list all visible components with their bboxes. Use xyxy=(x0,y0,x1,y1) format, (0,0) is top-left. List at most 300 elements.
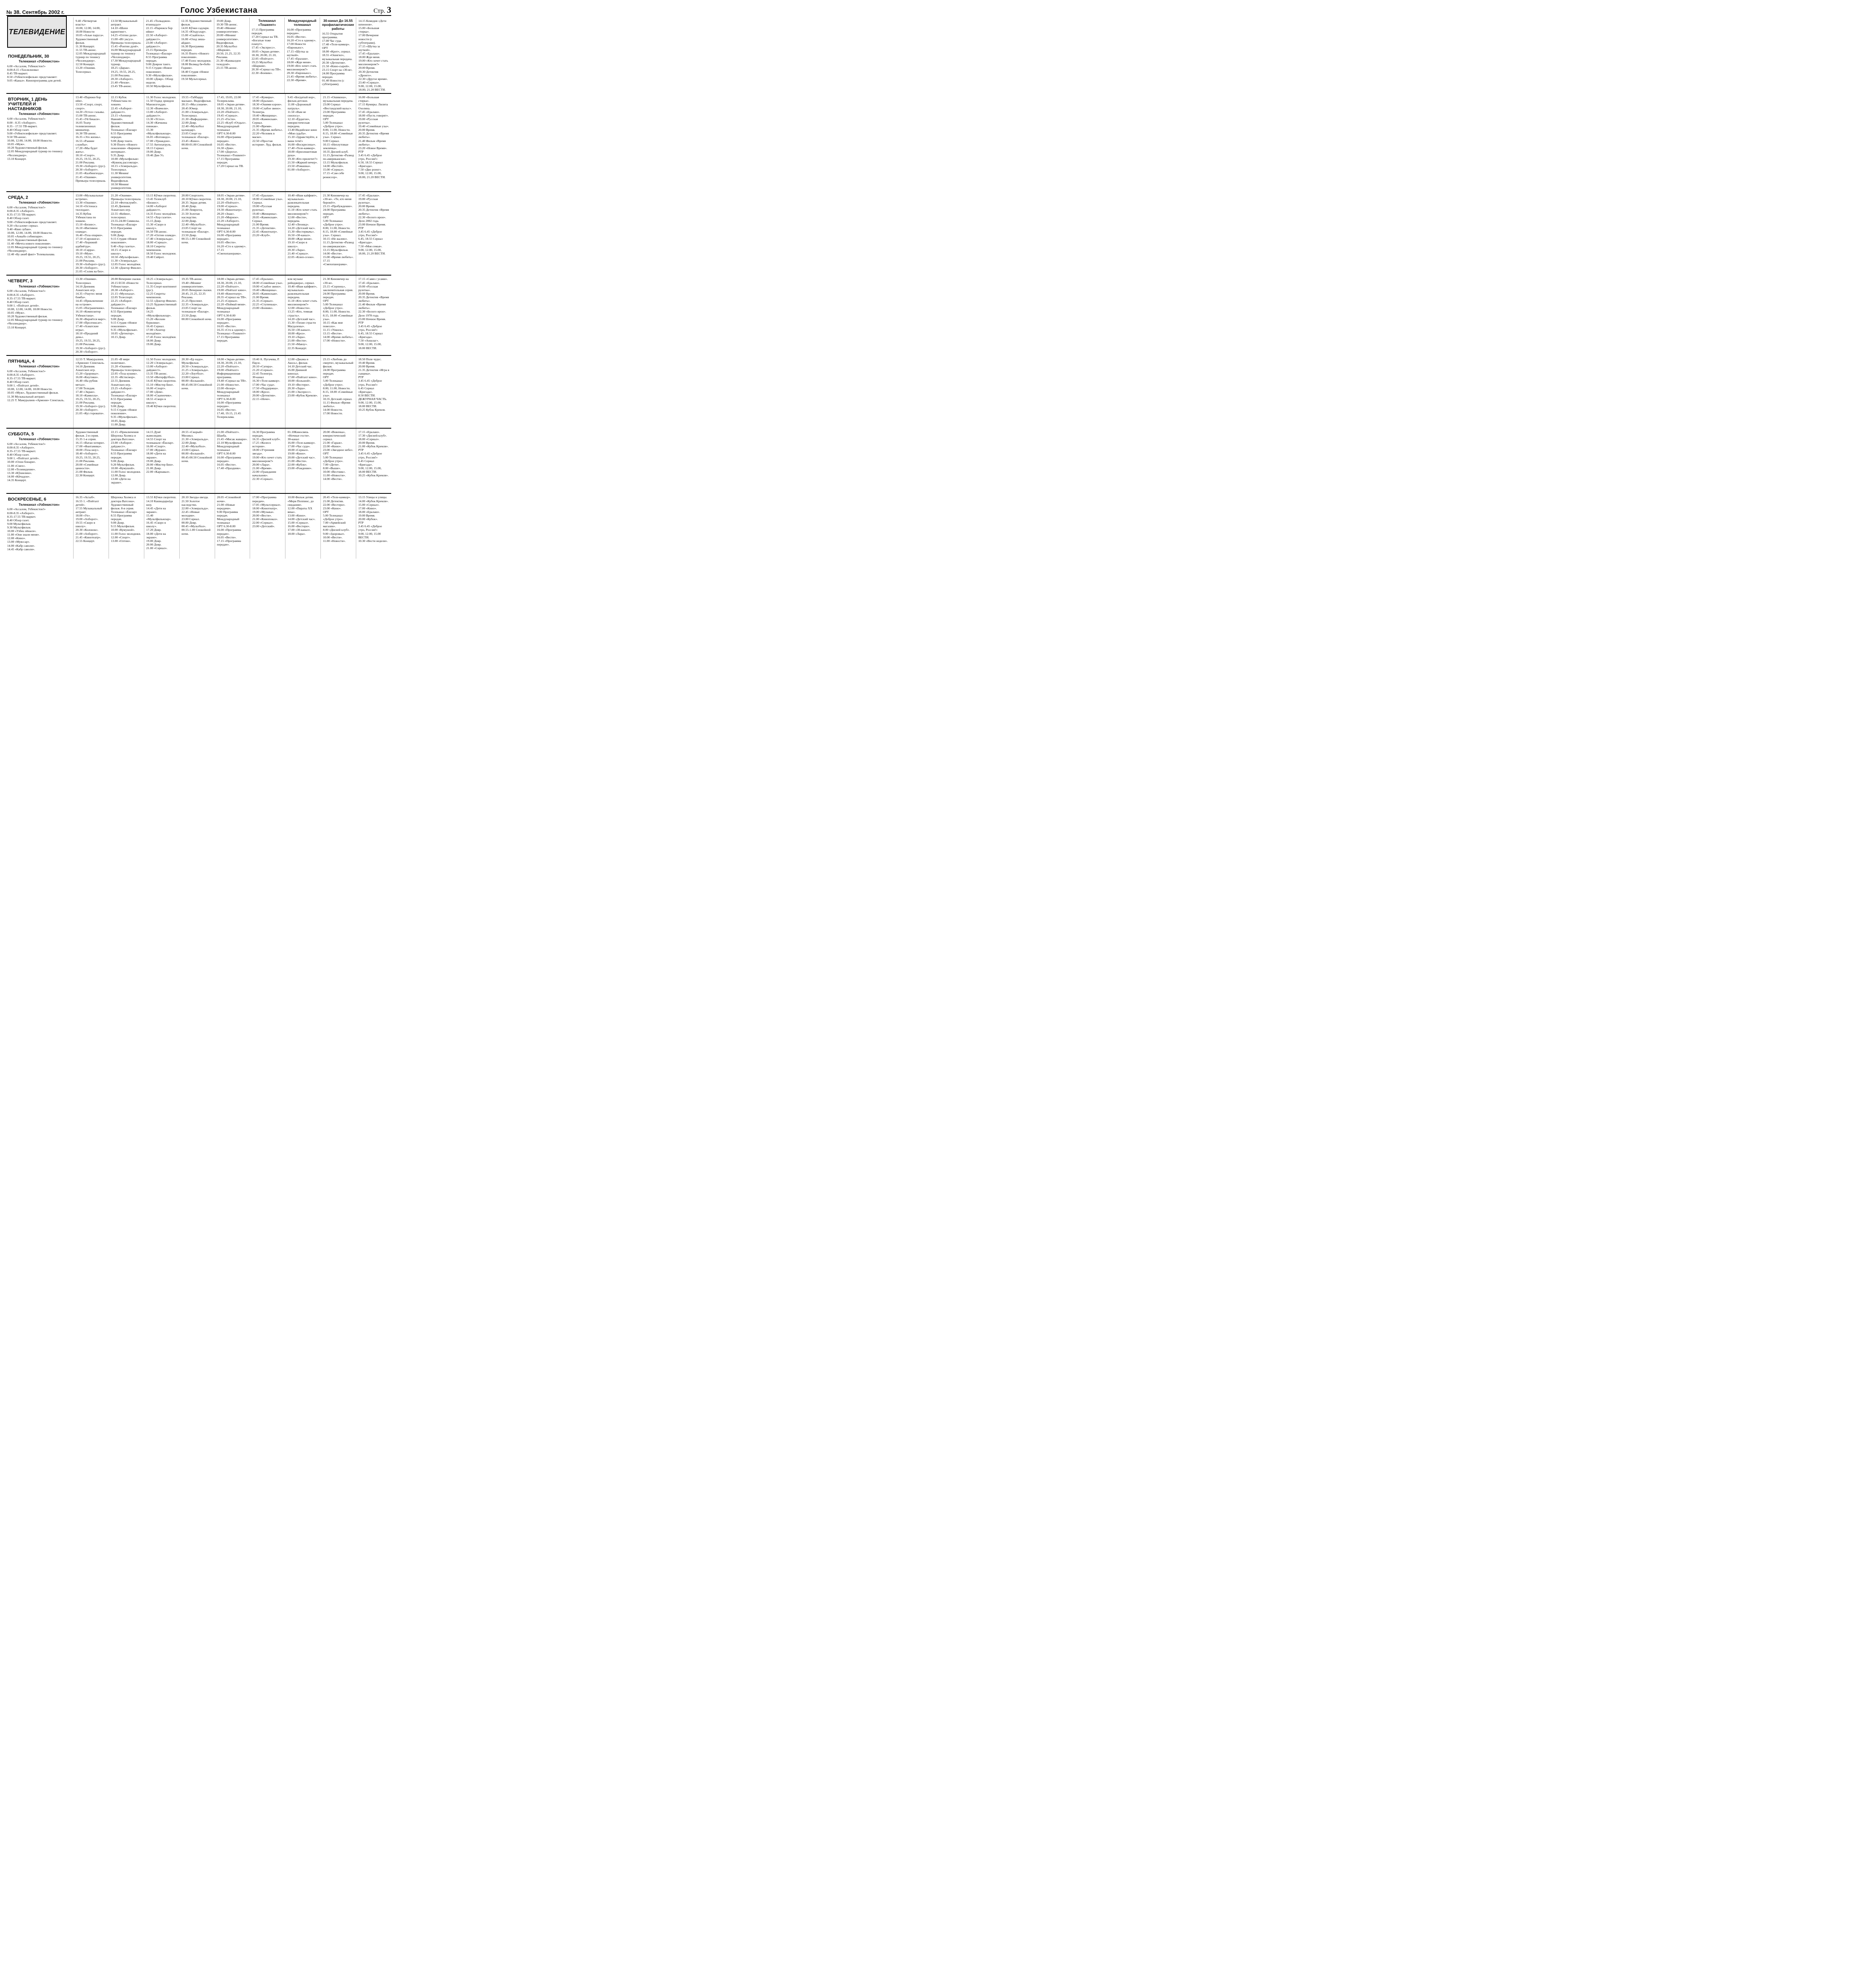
program-listing: 19.00 «Русская рулетка». xyxy=(252,204,272,212)
program-listing: 20.00 Время. xyxy=(358,66,375,70)
program-listing: 9.00 Довр. xyxy=(111,459,125,463)
program-listing: 21.00 «Гараж». xyxy=(323,441,343,445)
program-listing: 16.00 «Программа передач». xyxy=(217,317,241,324)
program-listing: 9.40 «Хор газеты». xyxy=(111,244,136,248)
program-listing: 8.35-17.55 ТВ-маркет. xyxy=(7,213,36,217)
program-listing: 9.45 «Богдатый вор», фильм-детское. xyxy=(287,95,316,103)
program-listing: 15.20 «Здоровье». xyxy=(76,372,99,376)
program-listing: 13.15 Улицы и улицы. xyxy=(358,495,387,499)
program-listing: 10.40 «Иши кайфият», музыкально-развлекательная передача. xyxy=(287,284,317,299)
program-listing: 10.00 «Узбек ойнаси». xyxy=(7,529,37,533)
program-listing: 00.00 Довр. xyxy=(181,521,197,525)
program-listing: 6.45, 18.55 Сериал «Бригада». xyxy=(358,237,383,245)
program-listing: 22.40 «Мультбол қаландар». xyxy=(181,124,204,132)
program-listing: 16.50 «30-канал». xyxy=(287,328,311,332)
program-listing: 9.35 Довр. xyxy=(111,153,125,157)
program-listing: 16.10 «Композитор Узбекистана». xyxy=(76,310,101,317)
program-listing: 13.50 Музыкальный антракт. xyxy=(111,19,138,27)
schedule-column xyxy=(144,356,179,428)
program-listing: 19.30 ТВ-анонс. xyxy=(216,23,238,27)
program-listing: 14.45 Кўчки скоротеш. xyxy=(146,379,177,383)
program-listing: 9.00, 12.00, 15.00, 18.00 ВЕСТИ. xyxy=(358,342,382,350)
schedule-column xyxy=(109,356,144,428)
program-listing: 18.00 «Тоза шоу». xyxy=(76,448,99,452)
program-listing: 30-канал xyxy=(252,375,264,379)
channel-heading: Телеканал «Узбекистон» xyxy=(18,437,60,441)
program-listing: 21.20 «Сериал». xyxy=(252,368,274,372)
program-listing: 9.00 Довр. xyxy=(111,233,125,237)
schedule-column xyxy=(320,494,356,559)
program-listing: 24.00 Программа передач. xyxy=(323,368,345,376)
program-listing: 21.00 «Сериал». xyxy=(146,546,168,550)
program-listing: 21.00 Время. xyxy=(252,222,269,226)
day-heading: ПОНЕДЕЛЬНИК, 30 xyxy=(8,54,49,59)
program-listing: 13.40 Индийское кино «Моя судьба». xyxy=(287,128,317,136)
program-listing: 18.40 «Ахборот». xyxy=(76,452,99,456)
program-listing: 17.40 «Азиатские игры». xyxy=(76,324,99,332)
program-listing: 21.05 «Куз торовати». xyxy=(76,412,105,415)
schedule-column xyxy=(249,17,285,93)
program-listing: 14.10 Дневник Азиатских игр. xyxy=(76,284,96,292)
program-listing: 18.00 «Утренняя звезда». xyxy=(252,448,274,456)
program-listing: 20.30 «Ахборот». xyxy=(111,288,134,292)
program-listing: 21.35 «Детектив». xyxy=(252,226,276,230)
program-listing: 16.30 «Вернётся марг». xyxy=(76,317,107,321)
program-listing: 20.55 «Скорый» Мюзикл. xyxy=(181,430,203,437)
program-listing: 00.45-00.50 Спокойной ночи. xyxy=(181,455,212,463)
program-listing: 22.05 «Клип-сезон». xyxy=(287,255,314,259)
program-listing: 12.05 Голос молодёжи. xyxy=(111,262,141,266)
day-band xyxy=(6,429,391,494)
program-listing: 18.00 «Сериал». xyxy=(287,448,309,452)
program-listing: 10.50 Мультфильм. xyxy=(146,84,172,88)
program-listing: 20.00 Время. xyxy=(358,128,375,132)
program-listing: 8.50 «Узбектелефильм» представляет: xyxy=(7,75,58,79)
program-listing: 19.30 «Ахборот» (рус). xyxy=(76,164,106,168)
program-listing: 10.00, 12.00, 14.00, 18.00 Новости. xyxy=(7,387,53,391)
program-listing: 18.00 «Ералаш». xyxy=(358,510,380,514)
program-listing: 18.30, 20.00, 21.10, 22.20 «Пойтахт». xyxy=(217,106,242,114)
program-listing: 21.00 Лемрогоҳ. xyxy=(181,208,203,212)
program-listing: 23.15 «Любовь до смерти», музыкальный фильм. xyxy=(323,357,353,368)
program-listing: 17.15 Программа передач. xyxy=(217,157,240,165)
program-listing: 12.00 «Кино». xyxy=(7,536,26,540)
program-listing: 20.00 «Детский час». xyxy=(287,455,316,459)
program-listing: 19.00 Довр. xyxy=(146,459,162,463)
program-listing: 17.40, 19.15, 21.45 Телереклама. xyxy=(217,412,241,419)
program-listing: 16.35 Понто «Нового поколения». xyxy=(181,51,209,59)
program-listing: Международный телеканал xyxy=(217,222,239,230)
program-listing: 15.00 «Скайтель». xyxy=(181,33,205,37)
program-listing: 16.05 «Вести». xyxy=(217,142,237,146)
program-listing: 9.35 «Мультфильм». xyxy=(111,415,138,419)
program-listing: 17.20 Довр. xyxy=(146,528,162,532)
program-listing: 00.45-00.50 Спокойной ночи. xyxy=(181,382,212,390)
program-listing: 21.00 Фильм. xyxy=(76,470,93,474)
program-listing: 23.20 «Клуб». xyxy=(252,233,271,237)
program-listing: 12.20 «Эсмеральда». xyxy=(146,361,174,365)
schedule-column xyxy=(6,494,73,559)
program-listing: 11.15 Детектив «Развод по-американски». xyxy=(323,241,354,248)
program-listing: 20.00 «Вовочка», юмористический сериал. xyxy=(323,430,346,441)
program-listing: 11.10 «Кто хочет стать миллионером?» xyxy=(287,208,317,215)
program-listing: 11.15 «Уикиль». xyxy=(323,328,344,332)
program-listing: 13.00 «Олтин». xyxy=(111,539,131,543)
program-listing: 22.40 «Мультбол». xyxy=(181,222,206,226)
program-listing: 13.00 «Муяссар». xyxy=(7,540,30,544)
program-listing: 13.15 Мультфильм. xyxy=(323,161,349,165)
program-listing: 8.35 - 17.55 ТВ-маркет. xyxy=(7,124,38,128)
program-listing: 19.40 «Сериал на ТВ». xyxy=(217,379,247,383)
program-listing: 9.00 Мультфильм. xyxy=(7,522,31,526)
program-listing: 21.40 «Чехов». xyxy=(111,80,130,84)
program-listing: ОРТ 6.30-8.00 xyxy=(217,452,236,456)
program-listing: 14.10 «Остонаса тиллодан». xyxy=(76,204,97,212)
program-listing: 16.20 «Сто к одному». xyxy=(287,39,316,43)
program-listing: 17.00 «Урнакдон». xyxy=(146,139,171,143)
program-listing: 8.55 Программа передач. xyxy=(111,132,132,139)
program-listing: 11.15 Фильм «Время любить». xyxy=(323,401,351,408)
program-listing: 8.00, 11.00, Новости. xyxy=(323,128,351,132)
program-listing: 9.00 «Здоровье». xyxy=(323,532,345,536)
program-listing: 21.35 Детектив «Игра в сыщика». xyxy=(358,368,389,376)
program-listing: 16.00 «Теле-камкор». xyxy=(287,441,316,445)
program-listing: 9.00, 12.00, 15.00, 18.00, 21.20 ВЕСТИ. xyxy=(358,248,386,255)
program-listing: 14.25 «Олтин дала». xyxy=(111,33,138,37)
program-listing: 23.00 «Ахборот-дайджест». xyxy=(111,441,133,448)
program-listing: 14.30 «Кичкина пинжак». xyxy=(146,120,167,128)
schedule-column xyxy=(6,276,73,355)
schedule-column xyxy=(73,429,109,493)
program-listing: 19.40 Время. xyxy=(358,361,375,365)
program-listing: 17.00 «Прозтинсат». xyxy=(76,320,103,324)
program-listing: Международный телеканал xyxy=(217,390,239,397)
program-listing: 20.45, 21.25, 22.35 Реклама. xyxy=(181,291,206,299)
program-listing: 15.15 Довр. xyxy=(146,219,162,223)
program-listing: 5.00 Телеканал «Доброе утро». xyxy=(323,303,344,310)
program-listing: 22.50 «Ахборот-дайджест». xyxy=(146,33,168,41)
program-listing: 7.50 «Дво роенг». xyxy=(358,168,382,172)
program-listing: 19.25, 19.55, 20.25, 21.00 Реклама. xyxy=(111,70,136,77)
program-listing: 17.45 «Ералаш». xyxy=(252,194,274,198)
program-listing: 11.00 «Они знали меня». xyxy=(7,533,40,537)
program-listing: 20.15 «Мы узнаем». xyxy=(181,103,208,107)
channel-heading: 30-канал До 16.55 профилактические работы xyxy=(322,19,354,31)
program-listing: 18.00 Довр. xyxy=(146,339,162,343)
schedule-column xyxy=(320,356,356,428)
channel-heading: Телеканал «Узбекистон» xyxy=(18,200,60,205)
program-listing: 18.00 «Большой». xyxy=(287,379,311,383)
program-listing: 18.00 «Семейные узы». Сериал. xyxy=(252,197,283,205)
program-listing: 3.45 6.45 «Доброе утро, Россия!» xyxy=(358,230,382,237)
schedule-column xyxy=(320,276,356,355)
day-band xyxy=(6,494,391,559)
program-listing: 10.30 «Вести недели». xyxy=(358,539,388,543)
program-listing: 16.00 «Программа передач». xyxy=(217,528,241,536)
program-listing: 15.10 «Бизнес». xyxy=(76,222,97,226)
program-listing: 20.30 «Лара». xyxy=(287,248,306,252)
program-listing: 16.30 «Теле-камкор». xyxy=(252,379,280,383)
program-listing: 21.00 Время. xyxy=(252,295,269,299)
program-listing: 22.35 «Истисмор». xyxy=(111,375,136,379)
day-band xyxy=(6,192,391,276)
program-listing: 9.00 Довр. xyxy=(111,521,125,525)
program-listing: 3.45 6.45 «Доброе утро, Россия!» xyxy=(358,452,382,459)
program-listing: 16.30 Программа передач. xyxy=(252,430,275,437)
program-listing: 22.05 Телеспорт. xyxy=(111,295,133,299)
program-listing: 15.30 «Тихие страсти Магдалены». xyxy=(287,320,316,328)
program-listing: 20.30 Детектив «Дронго». xyxy=(358,70,378,77)
program-listing: 17.45 «Кумиры». xyxy=(252,95,275,99)
program-listing: 10.00 «Мультфильм» «Кувноқ рассомлар». xyxy=(111,157,139,165)
schedule-column xyxy=(179,429,215,493)
program-listing: 16.05 «Вести». xyxy=(217,462,237,466)
program-listing: 11.30 Менинг университетим. Видеофильм. xyxy=(111,171,132,182)
program-listing: 19.40 Дни Уз. xyxy=(146,153,164,157)
program-listing: 14.20 «Детский час». xyxy=(287,317,316,321)
program-listing: 22.30 «Другое время». xyxy=(358,77,388,81)
program-listing: 22.00 «Сериал». xyxy=(252,521,274,525)
program-listing: 22.00 Довр. xyxy=(181,219,197,223)
schedule-column xyxy=(285,276,320,355)
program-listing: 20.30 «Ер надо». Мультфильм. xyxy=(181,357,204,365)
program-listing: ОРТ xyxy=(323,299,329,303)
program-listing: 14.00 «Время любить». xyxy=(323,335,354,339)
program-listing: 17.00 «Час суда». xyxy=(252,382,275,386)
schedule-column xyxy=(6,94,73,191)
program-listing: 20.05 «Спокойной ночи». xyxy=(217,495,241,503)
program-listing: 17.00 «30-канал». xyxy=(287,528,311,532)
program-listing: 13.30 «Устоз». xyxy=(146,117,165,121)
program-listing: ОРТ 6.30-8.00 xyxy=(217,397,236,401)
program-listing: 17.15 «Сам себе режиссер». xyxy=(323,171,344,179)
schedule-column xyxy=(109,17,144,93)
program-listing: 19.55 «Таббарру маскан». Видеофильм. xyxy=(181,95,212,103)
program-listing: 17.00 «Хонтор молодёжи». xyxy=(146,328,165,336)
program-listing: 21.45 «Кинотеатр». xyxy=(76,535,101,539)
program-listing: 12.40 «Бу ажиб факт» Телевальнава. xyxy=(7,252,55,256)
program-listing: 10.00, 12.00, 14.00, 18.00 Новости. xyxy=(7,139,53,143)
program-listing: 9.15 Студия «Новое поколение». xyxy=(111,408,137,415)
program-listing: 19.00 «Кто хочет стать миллионером?» xyxy=(358,59,388,66)
program-listing: Международный телеканал xyxy=(217,124,239,132)
program-listing: 11.55 ТВ-анонс. xyxy=(76,48,97,52)
program-listing: 19.00 «Музыка». xyxy=(252,510,274,514)
schedule-column xyxy=(109,94,144,191)
program-listing: 16.35 «Сто к одному». xyxy=(217,328,247,332)
program-listing: 22.15 «Приключения Шерлока Холмса и доктора Ватсона». xyxy=(111,430,139,441)
schedule-column xyxy=(320,17,356,93)
program-listing: 17.45 «Ералаш». xyxy=(252,277,274,281)
program-listing: 23.05 Спорт на телеканале «Ёшлар». xyxy=(181,226,210,234)
program-listing: 15.30 «Вестермачь». xyxy=(287,230,315,234)
program-listing: 14.10 Дневник Азиатских игр. xyxy=(76,364,96,372)
program-listing: 17.20 «Олтин оламда». xyxy=(146,233,177,237)
program-listing: 18.10 «Камилла». xyxy=(76,393,99,397)
program-listing: 17.30 «Дисней-клуб». xyxy=(358,433,387,437)
schedule-column xyxy=(179,17,214,93)
program-listing: 12.05 Международный турнир по теннису «Челленджер». xyxy=(7,245,63,253)
program-listing: 21.05 «Солик ва биз». xyxy=(76,270,105,274)
program-listing: 8.40 Обзор газет. xyxy=(7,380,29,384)
program-listing: 22.00 «Гражданин начальник». xyxy=(252,470,276,478)
program-listing: 21.45 «Время любить». xyxy=(287,75,318,79)
program-listing: 22.55 «Кейин», телесериал. xyxy=(111,212,131,219)
program-listing: 13.00 «Музыкальные встречи». xyxy=(76,194,103,201)
schedule-column xyxy=(356,494,391,559)
program-listing: 13.15 Кўчки скоротеш. xyxy=(146,194,177,198)
program-listing: 8.00 - 8.35 «Ахборот». xyxy=(7,120,37,124)
program-listing: 21.00 «Пойтахт». Шанба. xyxy=(217,430,240,437)
program-listing: ОРТ 6.30-8.00 xyxy=(217,524,236,528)
program-listing: Телеканал «Тошкент» xyxy=(217,153,246,157)
program-listing: 9.00 «Узбектелефильм» представляет. xyxy=(7,131,57,135)
program-listing: 17.45 Голос молодёжи. xyxy=(146,335,177,339)
program-listing: 14.00 «Детский час». xyxy=(287,517,316,521)
program-listing: 9.00 Доврон танго. xyxy=(146,62,171,66)
program-listing: 9.00, 12.00, 15.00 ВЕСТИ. xyxy=(358,532,381,539)
program-listing: 22.25 «Ахборот-дайджест». xyxy=(111,299,133,307)
program-listing: 19.40 «Кинотеатр». xyxy=(217,291,243,295)
program-listing: 17.15 «Смехопанорама». xyxy=(217,248,242,255)
program-listing: 16.00 «Спорт». xyxy=(146,386,166,390)
channel-heading: Телеканал «Узбекистон» xyxy=(18,112,60,116)
program-listing: 14.10 «Шахи кариптинг». xyxy=(111,26,128,34)
program-listing: 19.00 Довр. xyxy=(146,149,162,153)
schedule-column xyxy=(214,17,249,93)
program-listing: 8.55 Программа передач. xyxy=(111,310,132,317)
schedule-column xyxy=(6,429,73,493)
program-listing: 14.00 Новости. xyxy=(323,408,343,412)
program-listing: 8.00-8.35 «Ахборот». xyxy=(7,293,35,297)
program-listing: 6.00 «Ассалом, Узбекистон!» xyxy=(7,117,46,121)
program-listing: 17.15 «Программа передач». xyxy=(217,539,241,546)
program-listing: 17.00 Час суда. xyxy=(322,39,342,43)
program-listing: 17.45 «Ералаш». xyxy=(358,194,380,198)
program-listing: Международный телеканал xyxy=(217,445,239,452)
schedule-column xyxy=(215,276,250,355)
program-listing: Телеканал «Ёшлар» xyxy=(111,448,137,452)
program-listing: Шерлока Холмса и доктора Ватсона». Художественный фильм. 8-я серия. xyxy=(111,495,136,510)
program-listing: 13.15 «Вести». xyxy=(323,332,343,336)
program-listing: 17.15 «Шутка за шуткой». xyxy=(287,49,309,57)
program-listing: 23.00 «Боевик». xyxy=(252,306,274,310)
program-listing: 19.25, 19.55, 20.25, 21.00 Реклама. xyxy=(76,255,101,262)
program-listing: 22.00 «Бозор». xyxy=(217,386,236,390)
program-listing: 21.00 «Время». xyxy=(252,124,272,128)
program-listing: 13.30 «Кўшилиш». xyxy=(7,471,32,475)
program-listing: 17.10 «Сирожига». xyxy=(76,237,101,241)
schedule-column xyxy=(285,429,320,493)
program-listing: 22.55 Дневник Азиатских игр. xyxy=(111,379,131,386)
program-listing: 22.25 «Клуб «Отдых». xyxy=(217,120,247,124)
program-listing: 5.00 Телеканал «Доброе утро». xyxy=(323,120,344,128)
program-listing: 10.05 «Детектор». xyxy=(111,332,135,336)
program-listing: 19.00 Время. xyxy=(358,513,375,517)
program-listing: 23.00 «Ахборот-дайджест». xyxy=(146,41,168,48)
program-listing: 16.00 Дневной кинозал. xyxy=(287,368,307,376)
program-listing: 13.45 Телеклуб «Бизнес». xyxy=(146,197,166,205)
program-listing: 21.35 «Время любить». xyxy=(252,128,283,132)
program-listing: 21.20 «Ошими». Премьера телесериала. xyxy=(111,194,142,201)
program-listing: 7.50 «Аншлаг». xyxy=(358,339,379,343)
program-listing: 20.50, 21.25, 22.35 Реклама. xyxy=(216,51,241,59)
program-listing: 14.20 «Детский час». xyxy=(287,226,316,230)
program-listing: 13.10 Концерт. xyxy=(7,325,27,329)
program-listing: 12.35 Художественный фильм. xyxy=(181,19,212,27)
program-listing: 12.00 Довр. xyxy=(111,474,126,478)
program-listing: 21.15 «Ошикона», музыкальная передача. xyxy=(323,95,353,103)
program-listing: 21.25 «Эсмеральда». xyxy=(181,368,209,372)
schedule-column xyxy=(73,17,109,93)
program-listing: 8.00-8.15 «Тахлилнома» xyxy=(7,68,39,72)
program-listing: 20.00 «Семейные ценности». xyxy=(76,462,99,470)
program-listing: 22.15 «Парижск бор ийнн» xyxy=(146,26,173,34)
program-listing: 18.00 «Ералаш». xyxy=(252,99,274,103)
program-listing: 12.05 Международный турнир по теннису «Челленджер». xyxy=(7,318,63,326)
program-listing: 18.00 «Кроз». xyxy=(287,332,306,336)
program-listing: 21.00 «Вести». xyxy=(287,339,307,343)
program-listing: 16.30 ТВ-анонс. xyxy=(76,132,97,136)
program-listing: 15.45 «Ронтин дунё». xyxy=(111,44,139,48)
program-listing: 9.30 Понто «Нового поколения» «Биринчи интервью». xyxy=(111,142,140,153)
program-listing: 17.30 Международный турнир. xyxy=(111,59,141,66)
program-listing: 23.50 Довр. xyxy=(181,233,197,237)
program-listing: 14.15 Дунё жамолидин. xyxy=(146,430,162,437)
program-listing: 20.45 «Теле-камкор». xyxy=(323,495,351,499)
program-listing: 12.30 «Вовчели». xyxy=(146,106,169,110)
page-number: 3 xyxy=(386,5,391,15)
program-listing: 16.35 «Это жизнь». xyxy=(76,135,101,139)
program-listing: 22.20 «Поймай меня». xyxy=(217,303,247,307)
program-listing: 18.00 «Сериал». xyxy=(146,241,168,245)
program-listing: 19.25, 19.55, 20.25, 21.00 Реклама. xyxy=(76,455,101,463)
program-listing: 22.40 «Мультбол». xyxy=(181,445,206,448)
program-listing: 13.00 «Кино». xyxy=(287,513,307,517)
program-listing: 17.40 «Праздник». xyxy=(217,466,241,470)
program-listing: 17.45, 19.05, 22.00 Телереклама. xyxy=(217,95,241,103)
program-listing: 20.00 «Детектив». xyxy=(252,393,276,397)
program-listing: 11.35 Спорт-континент (рус). xyxy=(146,284,177,292)
schedule-column xyxy=(215,356,250,428)
program-listing: 17.00 Новости «Евроньюс». xyxy=(287,42,306,50)
program-listing: 20.50 «Эсмеральда». xyxy=(181,364,209,368)
program-listing: 19.00 «Русская рулетка». xyxy=(358,197,378,205)
program-listing: 14.35 Голос молодёжи. xyxy=(146,212,177,215)
program-listing: 8.35-17.55 ТВ-маркет. xyxy=(7,376,36,380)
program-listing: Телеканал «Ёшлар» xyxy=(111,222,137,226)
program-listing: 8.55 Программа передач. xyxy=(111,513,132,521)
schedule-column xyxy=(285,494,320,559)
program-listing: 8.00 «Дисней клуб». xyxy=(323,528,350,532)
program-listing: ОРТ xyxy=(323,452,329,456)
schedule-column xyxy=(73,276,109,355)
program-listing: 16.00 «Программа передач». xyxy=(287,27,311,35)
page-prefix: Стр. xyxy=(373,8,385,14)
program-listing: 19.25, 19.55, 20.25, 21.00 Реклама. xyxy=(76,157,101,165)
program-listing: 21.50 Золотое наследство. xyxy=(181,499,200,507)
program-listing: 00.00-01.00 Спокойной ночи. xyxy=(181,142,212,150)
program-listing: 23.05 Спорт на телеканале «Ёшлар». xyxy=(181,132,210,139)
program-listing: 22.20 «Человек в маске». xyxy=(252,132,275,139)
program-listing: 22.00 «Карнавал». xyxy=(146,470,171,474)
program-listing: 12.00 «Пираты ХХ века». xyxy=(287,506,312,514)
program-listing: 6.45 Сериал «Бригада». xyxy=(358,459,374,466)
program-listing: 22.30 «Время». xyxy=(287,78,307,82)
page-header xyxy=(6,4,391,16)
program-listing: 14.10 Детский час. xyxy=(287,364,312,368)
program-listing: 21.05 «Калбингизда». xyxy=(76,171,104,175)
